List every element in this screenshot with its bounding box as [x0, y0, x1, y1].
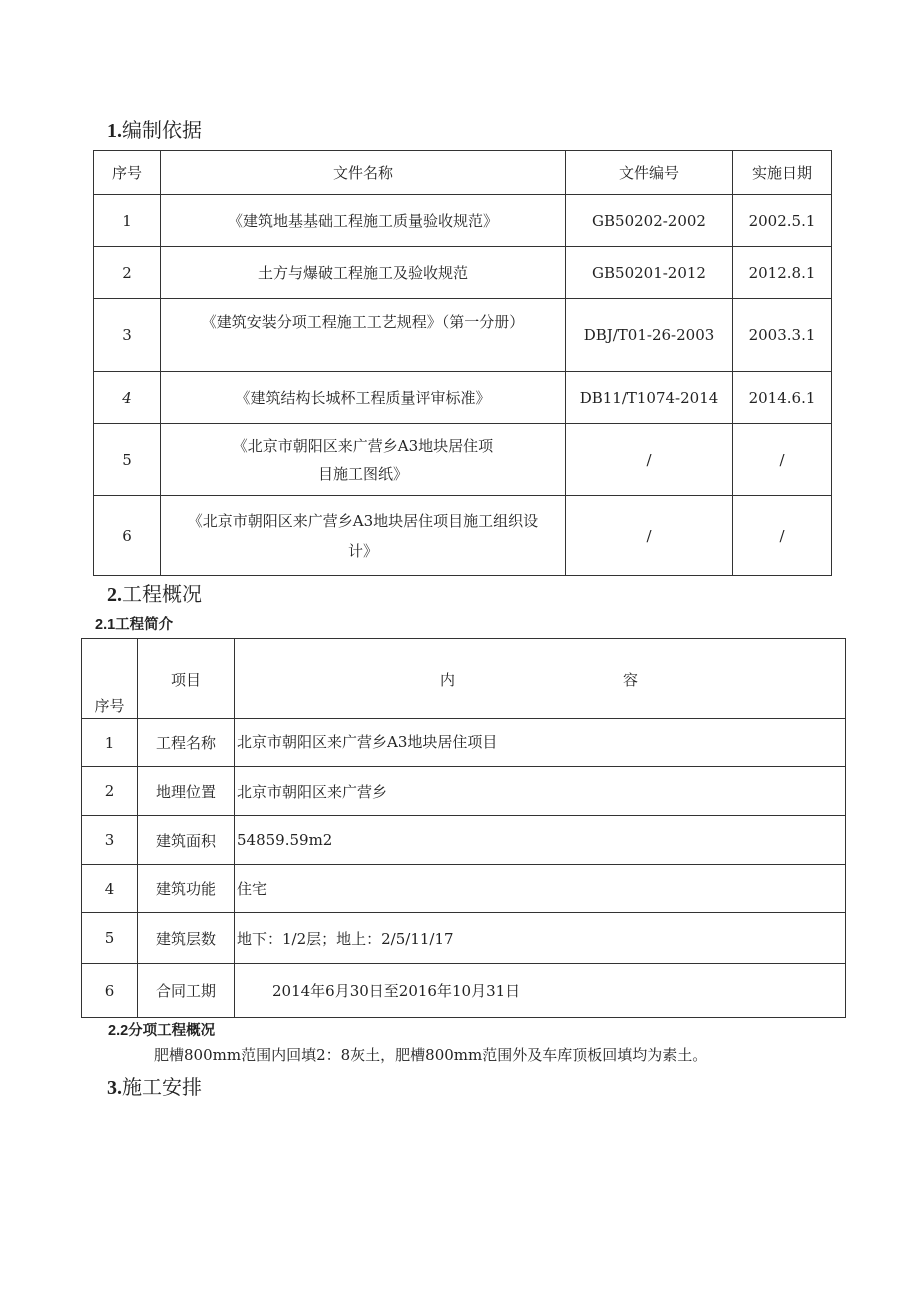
header-file-code: 文件编号	[566, 151, 733, 195]
basis-table	[93, 150, 832, 576]
row-file-code: DB11/T1074-2014	[566, 372, 733, 424]
row-date: 2014.6.1	[733, 372, 832, 424]
header-date: 实施日期	[733, 151, 832, 195]
row-content: 北京市朝阳区来广营乡A3地块居住项目	[235, 719, 846, 767]
table-row	[94, 496, 832, 576]
row-file-name-line-2: 目施工图纸》	[317, 464, 408, 483]
header-no: 序号	[82, 639, 138, 719]
row-no: 4	[82, 865, 138, 913]
row-content: 地下：1/2层；地上：2/5/11/17	[235, 913, 846, 964]
row-file-code: DBJ/T01-26-2003	[566, 299, 733, 372]
row-no: 1	[82, 719, 138, 767]
row-file-code: GB50202-2002	[566, 195, 733, 247]
table-row	[94, 372, 832, 424]
row-date: 2012.8.1	[733, 247, 832, 299]
row-content: 北京市朝阳区来广营乡	[235, 767, 846, 816]
row-content: 2014年6月30日至2016年10月31日	[235, 964, 846, 1018]
table-row	[82, 913, 846, 964]
row-file-name-line-2: 计》	[347, 541, 378, 560]
row-no: 1	[94, 195, 161, 247]
section-3-heading	[107, 1071, 202, 1100]
row-file-name	[161, 424, 566, 496]
row-no: 5	[94, 424, 161, 496]
row-no: 2	[82, 767, 138, 816]
row-date: 2003.3.1	[733, 299, 832, 372]
row-item: 工程名称	[138, 719, 235, 767]
row-date: 2002.5.1	[733, 195, 832, 247]
row-date: /	[733, 496, 832, 576]
header-item: 项目	[138, 639, 235, 719]
table-row	[94, 195, 832, 247]
row-file-name: 土方与爆破工程施工及验收规范	[161, 247, 566, 299]
section-title: 施工安排	[122, 1075, 202, 1099]
row-no: 3	[94, 299, 161, 372]
section-number: 1.	[107, 120, 122, 142]
header-content-char-2: 容	[623, 671, 639, 689]
row-item: 地理位置	[138, 767, 235, 816]
row-no: 6	[82, 964, 138, 1018]
row-file-code: /	[566, 496, 733, 576]
header-file-name: 文件名称	[161, 151, 566, 195]
table-row	[82, 719, 846, 767]
row-item: 建筑功能	[138, 865, 235, 913]
table-row	[94, 247, 832, 299]
header-content-char-1: 内	[440, 671, 456, 689]
table-row	[82, 767, 846, 816]
section-number: 3.	[107, 1077, 122, 1099]
subsection-2-2-heading: 2.2分项工程概况	[108, 1023, 216, 1039]
row-date: /	[733, 424, 832, 496]
table-row	[94, 299, 832, 372]
row-file-name	[161, 496, 566, 576]
section-2-heading	[107, 578, 202, 607]
section-1-heading	[107, 114, 202, 143]
table-header-row	[82, 639, 846, 719]
row-file-name-line-1: 《北京市朝阳区来广营乡A3地块居住项	[232, 436, 494, 455]
header-no: 序号	[94, 151, 161, 195]
section-title: 工程概况	[122, 582, 202, 606]
row-no: 2	[94, 247, 161, 299]
row-item: 建筑层数	[138, 913, 235, 964]
row-no: 3	[82, 816, 138, 865]
row-item: 建筑面积	[138, 816, 235, 865]
row-file-name: 《建筑安装分项工程施工工艺规程》（第一分册）	[161, 299, 566, 372]
table-row	[94, 424, 832, 496]
section-title: 编制依据	[122, 118, 202, 142]
table-row	[82, 816, 846, 865]
row-no: 6	[94, 496, 161, 576]
table-header-row	[94, 151, 832, 195]
section-number: 2.	[107, 584, 122, 606]
row-content: 住宅	[235, 865, 846, 913]
row-file-name-line-1: 《北京市朝阳区来广营乡A3地块居住项目施工组织设	[187, 511, 539, 530]
row-file-name: 《建筑地基基础工程施工质量验收规范》	[161, 195, 566, 247]
row-item: 合同工期	[138, 964, 235, 1018]
table-row	[82, 865, 846, 913]
overview-table	[81, 638, 846, 1018]
subsection-2-2-text: 肥槽800mm范围内回填2：8灰土，肥槽800mm范围外及车库顶板回填均为素土。	[154, 1046, 708, 1064]
subsection-2-1-heading: 2.1工程简介	[95, 617, 174, 633]
table-row	[82, 964, 846, 1018]
row-content: 54859.59m2	[235, 816, 846, 865]
row-no: 5	[82, 913, 138, 964]
header-content	[235, 639, 846, 719]
row-file-name: 《建筑结构长城杯工程质量评审标准》	[161, 372, 566, 424]
row-file-code: /	[566, 424, 733, 496]
row-no: 4	[94, 372, 161, 424]
row-file-code: GB50201-2012	[566, 247, 733, 299]
